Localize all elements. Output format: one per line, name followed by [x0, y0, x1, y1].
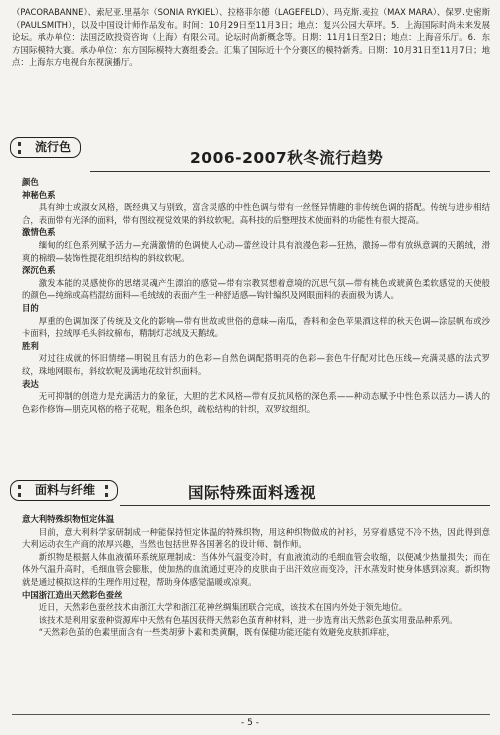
section-subtitle: 颜色	[22, 177, 39, 187]
item-heading: 中国浙江造出天然彩色蚕丝	[22, 589, 123, 600]
item-heading: 胜利	[22, 340, 39, 351]
item-paragraph: 新织物是根据人体血液循环系统原理制成：当体外气温变冷时，有血液流动的毛细血管会收缩，以便减少热量损失；而在体外气温升高时，毛细血管会膨胀，使加热的血流通过更冷的皮肤由于出汗效应而变冷，汗水蒸发时使身体感到凉爽。新织物就是通过模拟这样的生理作用过程，帮助身体感觉温暖或凉爽。	[22, 551, 490, 587]
item-text: 缅甸的红色系列赋予活力—充满激情的色调使人心动—蕾丝设计具有浪漫色彩—狂热，激扬—带有放纵意调的天鹅绒，滑爽的棉缎—装饰性提花组织结构的斜纹软呢。	[22, 239, 490, 263]
section-title: 国际特殊面料透视	[188, 484, 317, 502]
page-number: - 5 -	[241, 718, 259, 728]
item-paragraph: “天然彩色茧的色素里面含有一些类胡萝卜素和类黄酮，既有保健功能还能有效避免皮肤抓痒症，	[38, 627, 395, 638]
section-rule	[90, 171, 490, 172]
intro-paragraph	[12, 6, 490, 69]
footer-rule	[12, 714, 490, 715]
item-paragraph: 该技术是利用家蚕种资源库中天然有色基因获得天然彩色茧育种材料，进一步选育出天然彩色茧实用蚕品种系列。	[38, 614, 458, 625]
item-heading: 神秘色系	[22, 189, 56, 200]
item-text: 无可抑制的创造力是充满活力的象征，大胆的艺术风格—带有反抗风格的深色系——种动态赋予中性色系以活力—诱人的色彩作修饰—朋克风格的格子花呢，粗条色织，疏松结构的针织，双罗纹组织。	[22, 391, 490, 414]
dotted-ornament-icon	[99, 485, 108, 497]
section-tag-fabric-fiber	[10, 480, 118, 501]
item-text: 对过往成就的怀旧情绪—明锐且有活力的色彩—自然色调配搭明亮的色彩—套色牛仔配对比色压线—充满灵感的法式罗纹，珠地网眼布，斜纹软呢及满地花纹针织面料。	[22, 353, 490, 376]
section-title: 2006-2007秋冬流行趋势	[190, 149, 384, 167]
item-heading: 深沉色系	[22, 265, 56, 276]
section-tag-label: 流行色	[35, 140, 72, 154]
section-tag-trend-color	[10, 137, 81, 158]
item-heading: 意大利特殊织物恒定体温	[22, 514, 115, 524]
section-body-fabric	[22, 513, 490, 639]
section-rule	[120, 505, 490, 506]
item-text: 激发本能的灵感使你的思绪灵魂产生漂泊的感觉—带有宗教冥想着意境的沉思气氛—带有桃色或琥黄色柔软感觉的天使般的颜色—纯绵或高档混纺面料—毛绒绒的表面产生一种舒适感—钩针编织及网眼面料的表面极为诱人。	[22, 277, 490, 301]
item-text: 具有绅士或淑女风格，既经典又与别致，富含灵感的中性色调与带有一丝怪异情趣的非传统色调的搭配。传统与进步相结合，表面带有光泽的面料，带有图纹视觉效果的斜纹软呢。高科技的后整理技术使面料的功能性有很大提高。	[22, 202, 490, 225]
section-tag-label: 面料与纤维	[35, 483, 96, 497]
dotted-ornament-icon	[18, 142, 31, 154]
dotted-ornament-icon	[18, 485, 31, 497]
intro-text: （PACORABANNE）、索尼亚.里基尔（SONIA RYKIEL）、拉格菲尔德（LAGEFELD）、玛克斯.麦拉（MAX MARA）、保罗.史密斯（PAULSMITH），以及中国设计师作品发布。时间：10月29日至11月3日；地点：复兴公园大草坪。5．上海国际时尚未来发展论坛。承办单位：法国泛欧投资咨询（上海）有限公司。论坛时尚新概念等。日期：11月1日至2日；地点：上海音乐厅。6．东方国际模特大赛。承办单位：东方国际模特大赛组委会。汇集了国际近十个分赛区的模特新秀。日期：10月31日至11月7日；地点：上海东方电视台东视演播厅。	[12, 7, 490, 68]
section-body-trend	[22, 176, 490, 415]
item-heading: 目的	[22, 302, 39, 313]
item-heading: 表达	[22, 378, 39, 389]
item-paragraph: 目前，意大利科学家研制成一种能保持恒定体温的特殊织物，用这种织物做成的衬衫，另穿着感觉不冷不热，因此得到意大利运动衣生产商的浓厚兴趣，当然也包括世界各国著名的设计师、制作师。	[22, 526, 490, 550]
item-heading: 激情色系	[22, 227, 56, 238]
item-paragraph: 近日，天然彩色蚕丝技术由浙江大学和浙江花神丝绸集团联合完成，该技术在国内外处于领先地位。	[38, 602, 408, 613]
item-text: 厚重的色调加深了传统及文化的影响—带有世故或世俗的意味—南瓜，香料和金色苹果酒这样的秋天色调—涂层帆布或沙卡面料，拉绒厚毛头斜纹棉布，精制灯芯绒及天鹅绒。	[22, 315, 490, 339]
